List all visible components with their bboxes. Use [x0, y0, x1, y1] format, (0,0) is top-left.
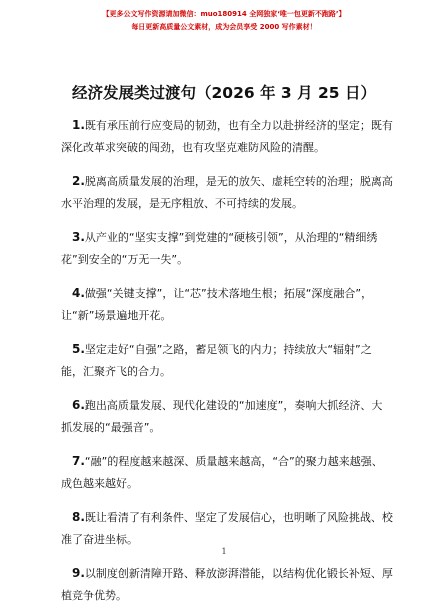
list-item — [61, 170, 393, 215]
list-item — [61, 114, 393, 159]
item-text: “融”的程度越来越深、质量越来越高，“合”的聚力越来越强、成色越来越好。 — [61, 455, 383, 490]
item-number: 8. — [72, 510, 85, 524]
promo-banner-line-1: 【更多公文写作资源请加微信：muo180914 全网独家‘唯一包更新不跑路’】 — [102, 10, 346, 18]
promo-banner-line-2: 每日更新高质量公文素材，成为会员享受 2000 写作素材！ — [131, 23, 317, 31]
list-item — [61, 562, 393, 607]
item-number: 2. — [72, 174, 85, 188]
item-text: 既有承压前行应变局的韧劲，也有全力以赴拼经济的坚定；既有深化改革求突破的闯劲，也有攻坚克难防风险的清醒。 — [61, 119, 393, 154]
list-item — [61, 338, 393, 383]
transition-sentence-list — [61, 114, 393, 615]
item-number: 1. — [72, 118, 85, 132]
list-item — [61, 226, 393, 271]
item-text: 脱离高质量发展的治理，是无的放矢、虚耗空转的治理；脱离高水平治理的发展，是无序粗放、不可持续的发展。 — [61, 175, 393, 210]
list-item — [61, 282, 393, 327]
list-item — [61, 450, 393, 495]
item-number: 5. — [72, 342, 85, 356]
item-text: 跑出高质量发展、现代化建设的“加速度”，奏响大抓经济、大抓发展的“最强音”。 — [61, 399, 383, 434]
item-number: 6. — [72, 398, 85, 412]
list-item — [61, 394, 393, 439]
list-item — [61, 506, 393, 551]
item-text: 以制度创新清障开路、释放澎湃潜能，以结构优化锻长补短、厚植竞争优势。 — [61, 567, 393, 602]
document-title: 经济发展类过渡句（2026 年 3 月 25 日） — [72, 84, 376, 102]
item-text: 既让看清了有利条件、坚定了发展信心，也明晰了风险挑战、校准了奋进坐标。 — [61, 511, 393, 546]
item-text: 做强“关键支撑”，让“芯”技术落地生根；拓展“深度融合”，让“新”场景遍地开花。 — [61, 287, 373, 322]
item-number: 3. — [72, 230, 85, 244]
item-text: 坚定走好“自强”之路，蓄足领飞的内力；持续放大“辐射”之能，汇聚齐飞的合力。 — [61, 343, 372, 378]
promo-banner — [0, 8, 448, 34]
page-number: 1 — [221, 547, 227, 556]
item-number: 9. — [72, 566, 85, 580]
item-number: 4. — [72, 286, 85, 300]
item-number: 7. — [72, 454, 85, 468]
item-text: 从产业的“坚实支撑”到党建的“硬核引领”，从治理的“精细绣花”到安全的“万无一失”。 — [61, 231, 378, 266]
